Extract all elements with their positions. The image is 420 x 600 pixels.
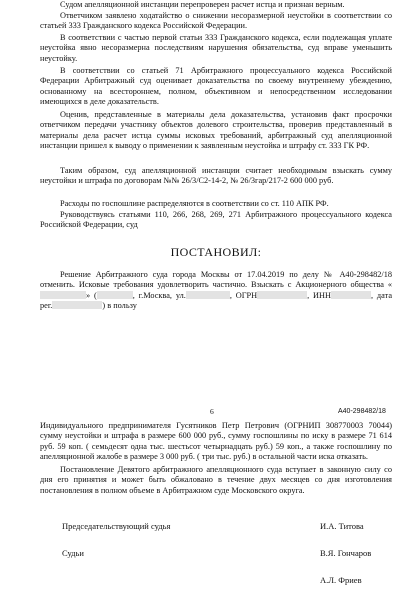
redacted-inn — [331, 291, 371, 299]
judge-name-2: А.Л. Фриев — [320, 575, 362, 585]
resolution-text-1: Решение Арбитражного суда города Москвы от 17.04.2019 по делу № А40-298482/18 отменить. Исковые требования удовлетворить частично. Взыскать с Акционерного общества « — [40, 270, 392, 290]
paragraph-evaluation: Оценив, представленные в материалы дела доказательства, установив факт просрочки ответчиком передачи участнику объектов долевого строительства, проверив представленный в материалы дела расчет истца суммы исковых требований, арбитражный суд апелляционной инстанции пришел к выводу о применении к заявленным неустойка и штрафу ст. 333 ГК РФ. — [40, 110, 392, 150]
paragraph-verified-calculation: Судом апелляционной инстанции перепроверен расчет истца и признан верным. — [60, 0, 345, 9]
resolution-text-7: ) в пользу — [102, 300, 137, 310]
judges-role: Судьи — [62, 548, 84, 558]
redacted-registration-date — [52, 301, 102, 309]
document-page-bottom — [0, 395, 420, 600]
resolution-text-6: , дата рег. — [40, 290, 392, 310]
judge-name-1: В.Я. Гончаров — [320, 548, 372, 558]
presiding-judge-role: Председательствующий судья — [62, 521, 171, 531]
page-break — [0, 345, 420, 395]
resolution-text-4: , ОГРН — [229, 290, 258, 300]
page-number: 6 — [210, 407, 214, 416]
resolution-heading: ПОСТАНОВИЛ: — [170, 245, 262, 259]
redacted-ogrn — [257, 291, 307, 299]
case-number-header: А40-298482/18 — [338, 408, 386, 415]
presiding-judge-name: И.А. Титова — [320, 521, 364, 531]
paragraph-motion-reduce-penalty: Ответчиком заявлено ходатайство о снижении несоразмерной неустойки в соответствии со статьей 333 Гражданского кодекса Российской Федерации. — [40, 11, 392, 31]
resolution-text-5: , ИНН — [307, 290, 331, 300]
redacted-street — [186, 291, 230, 299]
paragraph-court-fees: Расходы по госпошлине распределяются в соответствии со ст. 110 АПК РФ. — [60, 199, 329, 208]
redacted-postcode — [97, 291, 133, 299]
paragraph-entry-into-force: Постановление Девятого арбитражного апелляционного суда вступает в законную силу со дня его принятия и может быть обжаловано в течение двух месяцев со дня изготовления постановления в полном объеме в Арбитражном суде Московского округа. — [40, 465, 392, 495]
paragraph-resolution-start — [40, 270, 392, 311]
paragraph-guided-by: Руководствуясь статьями 110, 266, 268, 269, 271 Арбитражного процессуального кодекса Российской Федерации, суд — [40, 210, 392, 230]
resolution-text-2: » ( — [86, 290, 97, 300]
paragraph-article-71: В соответствии со статьей 71 Арбитражного процессуального кодекса Российской Федерации Арбитражный суд оценивает доказательства по своему внутреннему убеждению, основанному на всестороннем, полном, объективном и непосредственном исследовании имеющихся в деле доказательств. — [40, 66, 392, 106]
paragraph-conclusion-amount: Таким образом, суд апелляционной инстанции считает необходимым взыскать сумму неустойки и штрафа по договорам №№ 26/3/С2-14-2, № 26/3гар/217-2 600 000 руб. — [40, 166, 392, 186]
redacted-company-name — [40, 291, 86, 299]
paragraph-article-333: В соответствии с частью первой статьи 333 Гражданского кодекса, если подлежащая уплате неустойка явно несоразмерна последствиям нарушения обязательства, суд вправе уменьшить неустойку. — [40, 33, 392, 63]
paragraph-payment-award: Индивидуального предпринимателя Гусятников Петр Петрович (ОГРНИП 308770003 70044) сумму неустойки и штрафа в размере 600 000 руб., сумму госпошлины по иску в размере 71 614 руб. 59 коп. ( семьдесят одна тыс. шестьсот четырнадцать руб.) 59 коп., а также госпошлину по апелляционной жалобе в размере 3 000 руб. ( три тыс. руб.) в остальной части иска отказать. — [40, 421, 392, 461]
resolution-text-3: , г.Москва, ул. — [132, 290, 186, 300]
